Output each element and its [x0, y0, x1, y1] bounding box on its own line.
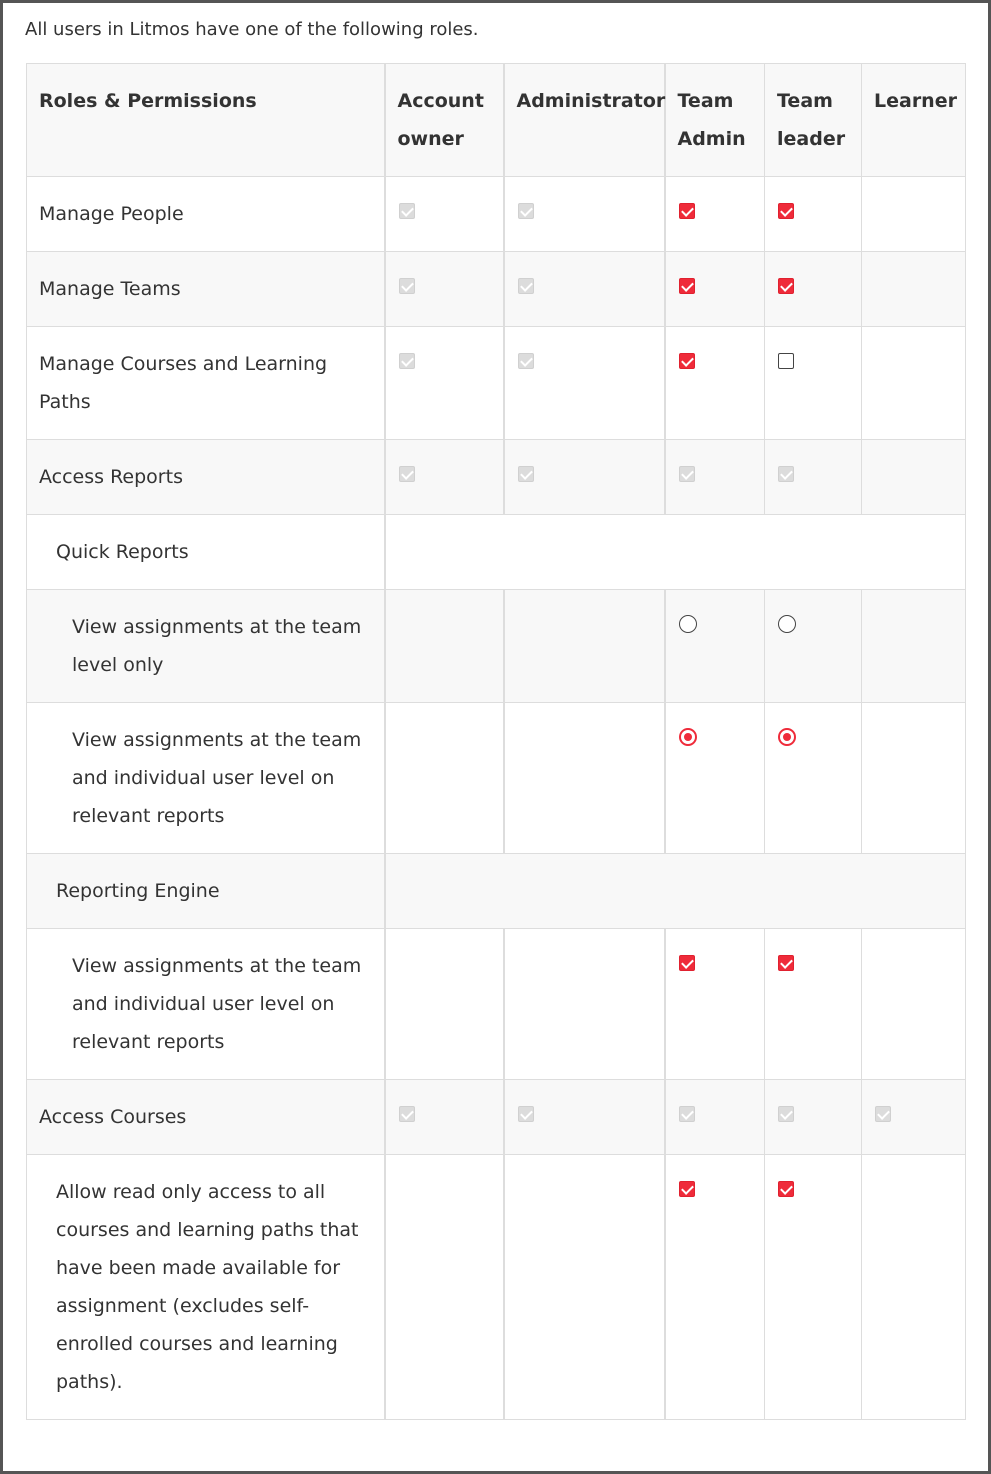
- header-row: [27, 64, 966, 177]
- team-leader-checkbox: [778, 466, 794, 482]
- team-leader-checkbox: [778, 1106, 794, 1122]
- section-spacer: [385, 515, 966, 590]
- row-view-team-individual: [27, 703, 966, 854]
- account-owner-cell: [385, 929, 504, 1080]
- learner-cell: [862, 440, 966, 515]
- administrator-checkbox: [518, 278, 534, 294]
- account-owner-cell: [385, 703, 504, 854]
- row-manage-teams: [27, 252, 966, 327]
- intro-text: All users in Litmos have one of the following roles.: [25, 19, 479, 40]
- permission-label: View assignments at the team and individual user level on relevant reports: [27, 703, 385, 854]
- team-admin-checkbox[interactable]: [679, 278, 695, 294]
- learner-cell: [862, 327, 966, 440]
- administrator-cell: [504, 590, 665, 703]
- team-leader-checkbox[interactable]: [778, 1181, 794, 1197]
- section-spacer: [385, 854, 966, 929]
- administrator-cell: [504, 703, 665, 854]
- header-team-admin: Team Admin: [665, 64, 765, 177]
- administrator-checkbox: [518, 466, 534, 482]
- administrator-checkbox: [518, 203, 534, 219]
- account-owner-checkbox: [399, 466, 415, 482]
- team-admin-checkbox[interactable]: [679, 203, 695, 219]
- team-admin-checkbox[interactable]: [679, 1181, 695, 1197]
- team-admin-checkbox: [679, 466, 695, 482]
- row-access-reports: [27, 440, 966, 515]
- permission-label: Manage Teams: [27, 252, 385, 327]
- section-quick-reports: [27, 515, 966, 590]
- roles-permissions-table: [26, 63, 966, 1420]
- row-read-only-access: [27, 1155, 966, 1420]
- account-owner-cell: [385, 590, 504, 703]
- learner-cell: [862, 1155, 966, 1420]
- team-leader-checkbox[interactable]: [778, 353, 794, 369]
- row-manage-people: [27, 177, 966, 252]
- team-leader-checkbox[interactable]: [778, 278, 794, 294]
- account-owner-cell: [385, 1155, 504, 1420]
- header-administrator: Administrator: [504, 64, 665, 177]
- learner-cell: [862, 703, 966, 854]
- administrator-checkbox: [518, 1106, 534, 1122]
- header-account-owner: Account owner: [385, 64, 504, 177]
- permission-label: Manage People: [27, 177, 385, 252]
- header-learner: Learner: [862, 64, 966, 177]
- administrator-checkbox: [518, 353, 534, 369]
- section-label: Reporting Engine: [27, 854, 385, 929]
- team-admin-radio[interactable]: [679, 728, 697, 746]
- header-roles-permissions: Roles & Permissions: [27, 64, 385, 177]
- permission-label: Access Reports: [27, 440, 385, 515]
- account-owner-checkbox: [399, 278, 415, 294]
- team-admin-checkbox[interactable]: [679, 955, 695, 971]
- learner-cell: [862, 590, 966, 703]
- header-team-leader: Team leader: [765, 64, 862, 177]
- team-leader-checkbox[interactable]: [778, 955, 794, 971]
- row-access-courses: [27, 1080, 966, 1155]
- administrator-cell: [504, 929, 665, 1080]
- permission-label: Manage Courses and Learning Paths: [27, 327, 385, 440]
- learner-cell: [862, 252, 966, 327]
- team-admin-checkbox[interactable]: [679, 353, 695, 369]
- permission-label: View assignments at the team and individual user level on relevant reports: [27, 929, 385, 1080]
- team-admin-checkbox: [679, 1106, 695, 1122]
- team-admin-radio[interactable]: [679, 615, 697, 633]
- learner-cell: [862, 177, 966, 252]
- row-engine-team-individual: [27, 929, 966, 1080]
- team-leader-radio[interactable]: [778, 728, 796, 746]
- account-owner-checkbox: [399, 1106, 415, 1122]
- permission-label: Allow read only access to all courses and learning paths that have been made available for assignment (excludes self-enrolled courses and learning paths).: [27, 1155, 385, 1420]
- account-owner-checkbox: [399, 203, 415, 219]
- team-leader-checkbox[interactable]: [778, 203, 794, 219]
- administrator-cell: [504, 1155, 665, 1420]
- row-view-team-level: [27, 590, 966, 703]
- permission-label: View assignments at the team level only: [27, 590, 385, 703]
- learner-checkbox: [875, 1106, 891, 1122]
- account-owner-checkbox: [399, 353, 415, 369]
- section-label: Quick Reports: [27, 515, 385, 590]
- permission-label: Access Courses: [27, 1080, 385, 1155]
- row-manage-courses: [27, 327, 966, 440]
- section-reporting-engine: [27, 854, 966, 929]
- team-leader-radio[interactable]: [778, 615, 796, 633]
- learner-cell: [862, 929, 966, 1080]
